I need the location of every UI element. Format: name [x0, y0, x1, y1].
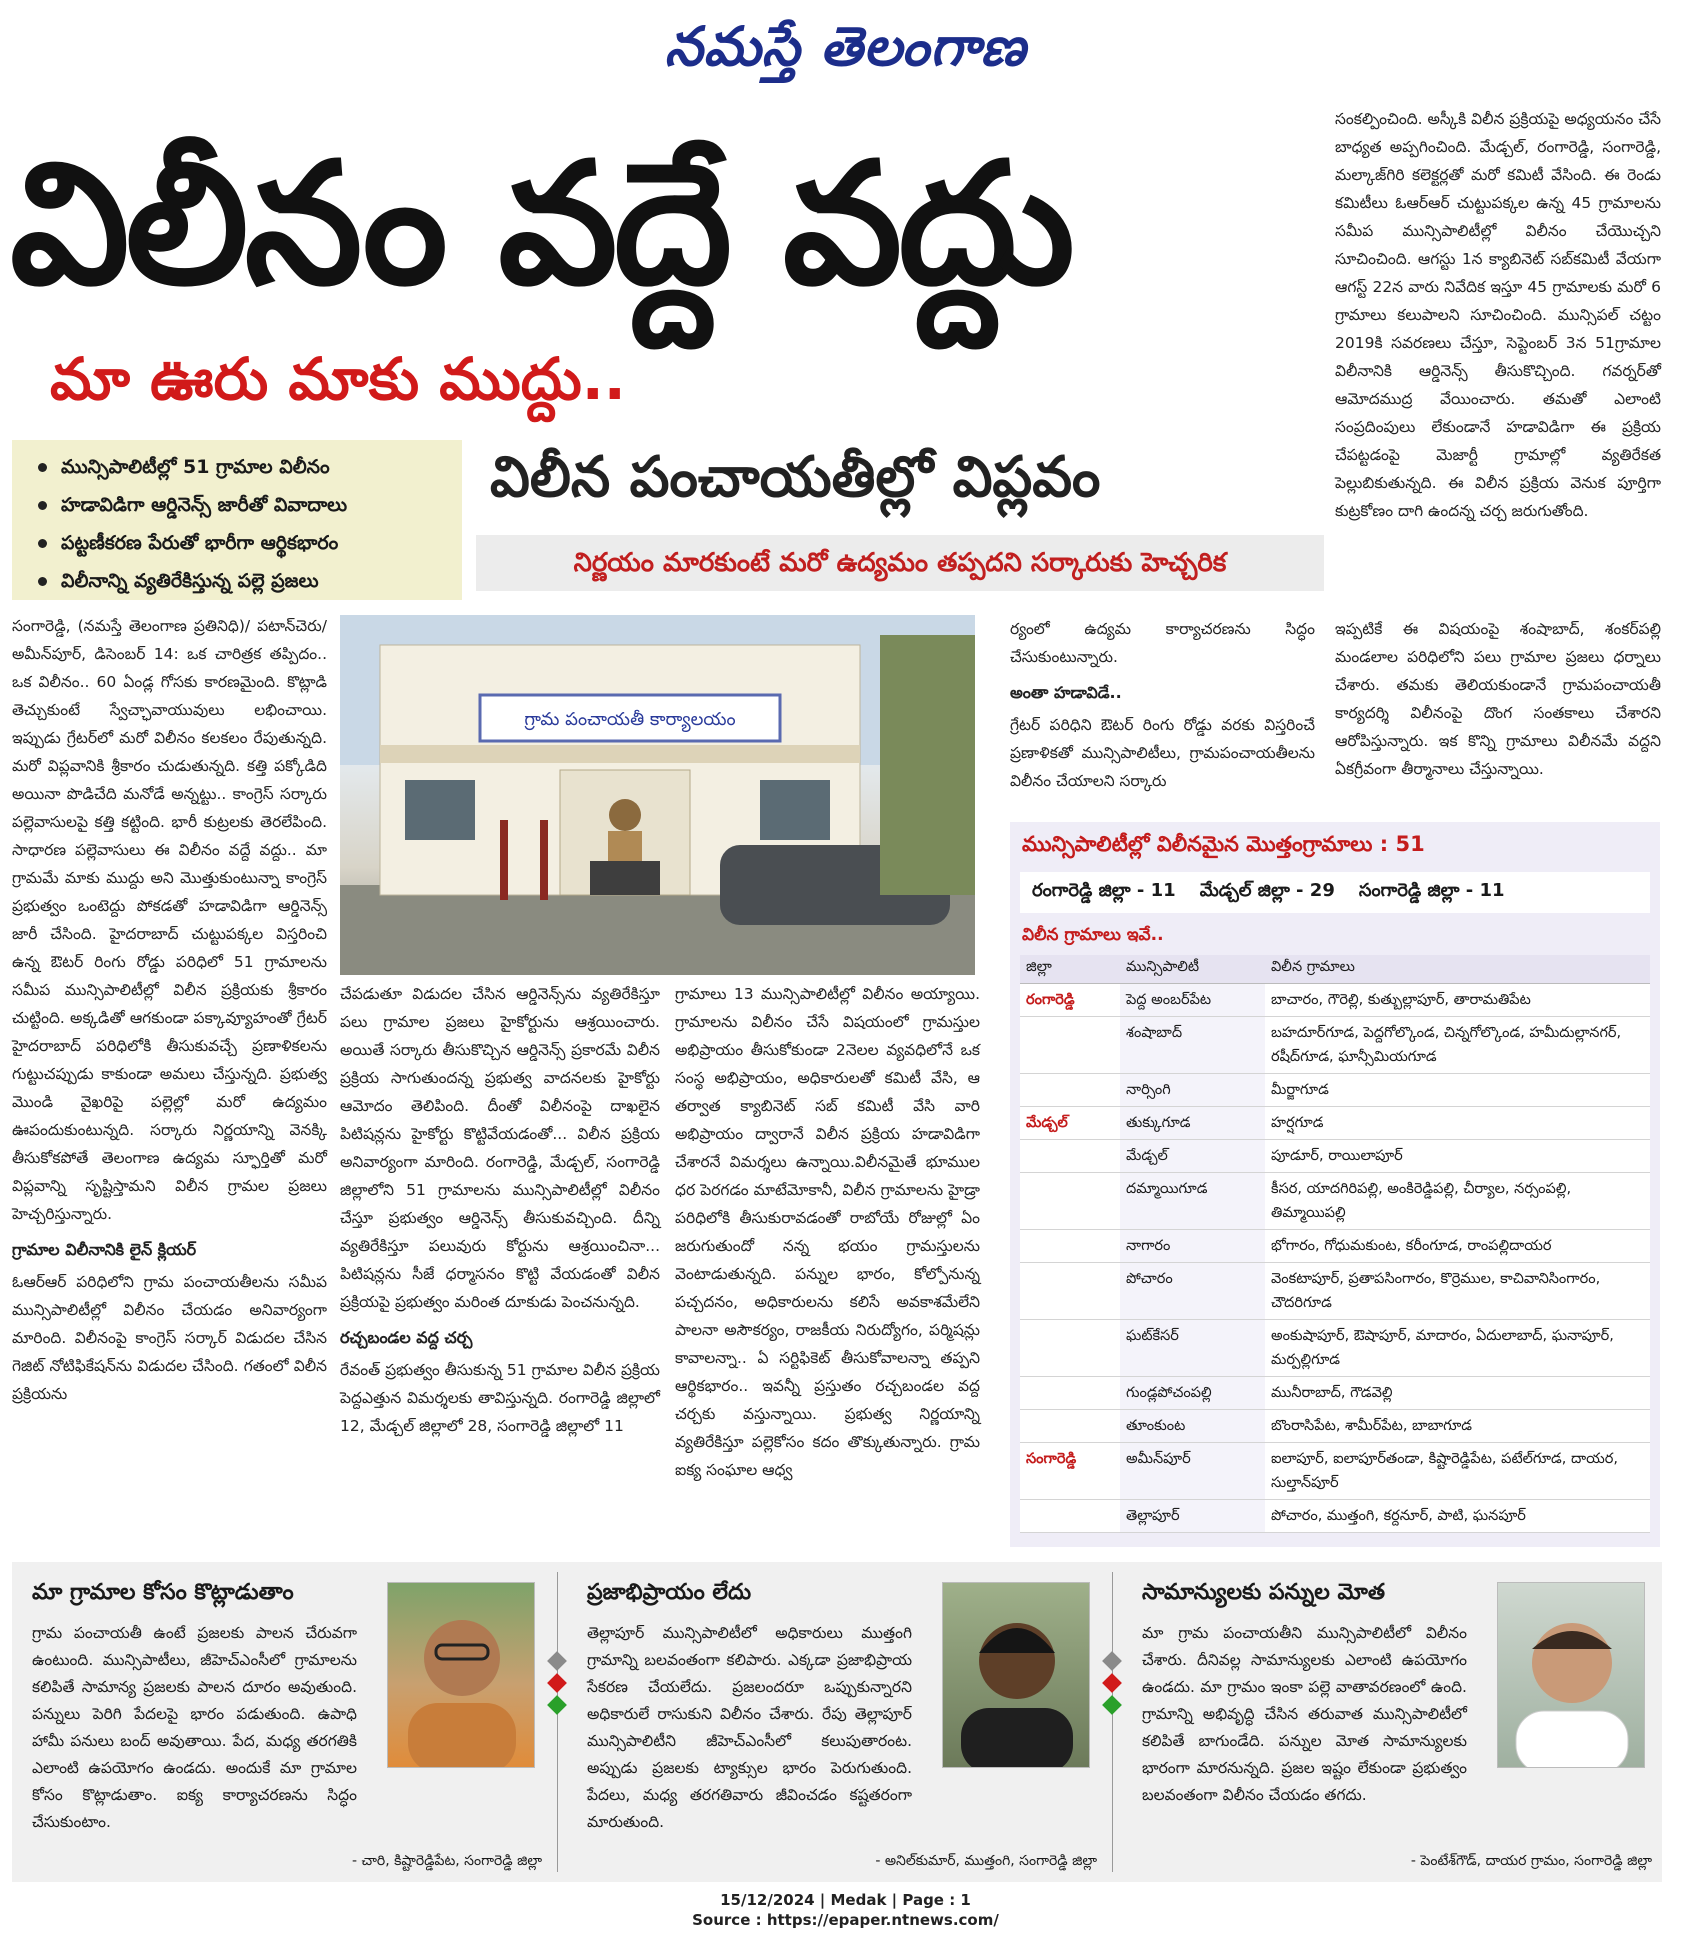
- villages-cell: పూడూర్, రాయిలాపూర్: [1265, 1140, 1650, 1173]
- district-cell: [1020, 1230, 1120, 1263]
- highlights-box: [12, 440, 462, 600]
- villages-cell: బాచారం, గౌరెల్లి, కుత్బుల్లాపూర్, తారామతిపేట: [1265, 984, 1650, 1017]
- divider: [557, 1572, 558, 1872]
- municipality-cell: గుండ్లపోచంపల్లి: [1120, 1377, 1265, 1410]
- district-cell: మేడ్చల్: [1020, 1107, 1120, 1140]
- article-paragraph: రేవంత్ ప్రభుత్వం తీసుకున్న 51 గ్రామాల విలీన ప్రక్రియ పెద్దఎత్తున విమర్శలకు తావిస్తున్నది. రంగారెడ్డి జిల్లాలో 12, మేడ్చల్ జిల్లాలో 28, సంగారెడ్డి జిల్లాలో 11: [340, 1361, 660, 1435]
- district-cell: [1020, 1017, 1120, 1074]
- table-header: మున్సిపాలిటీ: [1120, 955, 1265, 984]
- district-count: సంగారెడ్డి జిల్లా - 11: [1358, 880, 1505, 901]
- table-row: [1020, 1263, 1650, 1320]
- article-column-right-mid: ఇప్పటికే ఈ విషయంపై శంషాబాద్, శంకర్‌పల్లి మండలాల పరిధిలోని పలు గ్రామాల ప్రజలు ధర్నాలు చేశారు. తమకు తెలియకుండానే గ్రామపంచాయతీ కార్యదర్శి విలీనంపై దొంగ సంతకాలు చేశారని ఆరోపిస్తున్నారు. ఇక కొన్ని గ్రామాలు విలీనమే వద్దని ఏకగ్రీవంగా తీర్మానాలు చేస్తున్నాయి.: [1335, 620, 1661, 778]
- section-subheading: రచ్చబండల వద్ద చర్చ: [340, 1328, 473, 1347]
- villages-cell: మునీరాబాద్, గౌడవెల్లి: [1265, 1377, 1650, 1410]
- article-paragraph: ర్యంలో ఉద్యమ కార్యాచరణను సిద్ధం చేసుకుంటున్నారు.: [1010, 620, 1315, 666]
- table-row: [1020, 1074, 1650, 1107]
- district-cell: [1020, 1500, 1120, 1533]
- villages-cell: అంకుషాపూర్, ఔషాపూర్, మాదారం, ఏదులాబాద్, ఘనాపూర్, మర్పల్లిగూడ: [1265, 1320, 1650, 1377]
- article-paragraph: ఓఆర్‌ఆర్ పరిధిలోని గ్రామ పంచాయతీలను సమీప మున్సిపాలిటీల్లో విలీనం చేయడం అనివార్యంగా మారింది. విలీనంపై కాంగ్రెస్ సర్కార్ విడుదల చేసిన గెజిట్ నోటిఫికేషన్‌ను విడుదల చేసింది. గతంలో విలీన ప్రక్రియను: [12, 1273, 327, 1403]
- municipality-cell: నాగారం: [1120, 1230, 1265, 1263]
- highlight-item: పట్టణీకరణ పేరుతో భారీగా ఆర్థికభారం: [22, 524, 452, 562]
- villages-cell: బొంరాసిపేట, శామీర్‌పేట, బాబాగూడ: [1265, 1410, 1650, 1443]
- municipality-cell: మేడ్చల్: [1120, 1140, 1265, 1173]
- article-paragraph: సంగారెడ్డి, (నమస్తే తెలంగాణ ప్రతినిధి)/ పటాన్‌చెరు/ అమీన్‌పూర్, డిసెంబర్ 14: ఒక చారిత్రక తప్పిదం.. ఒక విలీనం.. 60 ఏండ్ల గోసకు కారణమైంది. కొట్లాడి తెచ్చుకుంటే స్వేచ్ఛావాయువులు లభించాయి. ఇప్పుడు గ్రేటర్‌లో మరో విలీనం కలకలం రేపుతున్నది. మరో విప్లవానికి శ్రీకారం చుడుతున్నది. కత్తి పక్కోడిది అయినా పొడిచేది మనోడే అన్నట్టు.. కాంగ్రెస్ సర్కారు పల్లెవాసులపై కత్తి కట్టింది. భారీ కుట్రలకు తెరలేపింది. సాధారణ పల్లెవాసులు ఈ విలీనం వద్దే వద్దు.. మా గ్రామమే మాకు ముద్దు అని మొత్తుకుంటున్నా కాంగ్రెస్ ప్రభుత్వం ఒంటెద్దు పోకడతో హడావిడిగా ఆర్డినెన్స్ జారీ చేసింది. హైదరాబాద్ చుట్టుపక్కల విస్తరించి ఉన్న ఔటర్ రింగు రోడ్డు పరిధిలో 51 గ్రామాలను సమీప మున్సిపాలిటీల్లో విలీన ప్రక్రియకు శ్రీకారం చుట్టింది. అక్కడితో ఆగకుండా పక్కావ్యూహంతో గ్రేటర్ హైదరాబాద్ పరిధిలోకి తీసుకువచ్చే ప్రణాళికలను గుట్టుచప్పుడు కాకుండా అమలు చేస్తున్నది. ప్రభుత్వ మొండి వైఖరిపై పల్లెల్లో మరో ఉద్యమం ఊపందుకుంటున్నది. సర్కారు నిర్ణయాన్ని వెనక్కి తీసుకోకపోతే తెలంగాణ ఉద్యమ స్ఫూర్తితో మరో విప్లవాన్ని సృష్టిస్తామని విలీన గ్రామల ప్రజలు హెచ్చరిస్తున్నారు.: [12, 617, 327, 1223]
- article-column-2: [340, 980, 660, 1440]
- masthead-logo: నమస్తే తెలంగాణ: [664, 14, 1027, 78]
- warning-banner: [476, 535, 1324, 591]
- villages-box-title: మున్సిపాలిటీల్లో విలీనమైన మొత్తంగ్రామాలు : 51: [1022, 832, 1425, 856]
- district-cell: [1020, 1320, 1120, 1377]
- table-row: [1020, 1377, 1650, 1410]
- person-photo: [1497, 1582, 1645, 1768]
- municipality-cell: అమీన్‌పూర్: [1120, 1443, 1265, 1500]
- quote-text: గ్రామ పంచాయతీ ఉంటే ప్రజలకు పాలన చేరువగా ఉంటుంది. మున్సిపాటీలు, జీహెచ్‌ఎంసీలో గ్రామాలను కలిపితే సామాన్య ప్రజలకు పాలన దూరం అవుతుంది. పన్నులు పెరిగి పేదలపై భారం పడుతుంది. ఉపాధి హామీ పనులు బంద్ అవుతాయి. పేద, మధ్య తరగతికి ఎలాంటి ఉపయోగం ఉండదు. అందుకే మా గ్రామాల కోసం కొట్లాడుతాం. ఐక్య కార్యాచరణను సిద్ధం చేసుకుంటాం.: [32, 1624, 357, 1831]
- table-row: [1020, 1443, 1650, 1500]
- bullet-icon: [38, 539, 47, 548]
- villages-table: [1020, 955, 1650, 1533]
- municipality-cell: శంషాబాద్: [1120, 1017, 1265, 1074]
- district-cell: [1020, 1377, 1120, 1410]
- quote-title: మా గ్రామాల కోసం కొట్లాడుతాం: [32, 1580, 294, 1605]
- quote-card: [12, 1562, 552, 1882]
- building-illustration: [340, 615, 975, 975]
- villages-cell: పోచారం, ముత్తంగి, కర్దనూర్, పాటి, ఘనపూర్: [1265, 1500, 1650, 1533]
- villages-cell: భోగారం, గోధుమకుంట, కరీంగూడ, రాంపల్లిదాయర: [1265, 1230, 1650, 1263]
- highlight-item: విలీనాన్ని వ్యతిరేకిస్తున్న పల్లె ప్రజలు: [22, 562, 452, 600]
- quote-text: తెల్లాపూర్ మున్సిపాలిటీలో అధికారులు ముత్తంగి గ్రామాన్ని బలవంతంగా కలిపారు. ఎక్కడా ప్రజాభిప్రాయ సేకరణ చేయలేదు. ప్రజలందరూ ఒప్పుకున్నారని అధికారులే రాసుకుని విలీనం చేశారు. రేపు తెల్లాపూర్ మున్సిపాలిటీని జీహెచ్‌ఎంసీలో కలుపుతారంట. అప్పుడు ప్రజలకు ట్యాక్సుల భారం పెరుగుతుంది. పేదలు, మధ్య తరగతివారు జీవించడం కష్టతరంగా మారుతుంది.: [587, 1624, 912, 1831]
- municipality-cell: పోచారం: [1120, 1263, 1265, 1320]
- main-headline: విలీనం వద్దే వద్దు: [10, 126, 1071, 322]
- highlight-item: మున్సిపాలిటీల్లో 51 గ్రామాల విలీనం: [22, 448, 452, 486]
- district-count: రంగారెడ్డి జిల్లా - 11: [1032, 880, 1176, 901]
- quote-signature: - అనిల్‌కుమార్, ముత్తంగి, సంగారెడ్డి జిల్లా: [875, 1853, 1097, 1869]
- villages-box-subtitle: విలీన గ్రామాలు ఇవే..: [1022, 925, 1164, 945]
- person-photo: [387, 1582, 535, 1768]
- bullet-icon: [38, 463, 47, 472]
- bullet-icon: [38, 501, 47, 510]
- quote-card: [1122, 1562, 1662, 1882]
- municipality-cell: ఘట్‌కేసర్: [1120, 1320, 1265, 1377]
- panchayat-building-photo: [340, 615, 975, 975]
- article-paragraph: చేపడుతూ విడుదల చేసిన ఆర్డినెన్స్‌ను వ్యతిరేకిస్తూ పలు గ్రామాల ప్రజలు హైకోర్టును ఆశ్రయించారు. అయితే సర్కారు తీసుకొచ్చిన ఆర్డినెన్స్ ప్రకారమే విలీన ప్రక్రియ సాగుతుందన్న ప్రభుత్వ వాదనలకు హైకోర్టు ఆమోదం తెలిపింది. దీంతో విలీనంపై దాఖలైన పిటిషన్లను హైకోర్టు కొట్టివేయడంతో... విలీన ప్రక్రియ అనివార్యంగా మారింది. రంగారెడ్డి, మేడ్చల్, సంగారెడ్డి జిల్లాలోని 51 గ్రామాలను మున్సిపాలిటీల్లో విలీనం చేస్తూ ప్రభుత్వం ఆర్డినెన్స్ తీసుకువచ్చింది. దీన్ని వ్యతిరేకిస్తూ పలువురు కోర్టును ఆశ్రయించినా... పిటిషన్లను సీజే ధర్మాసనం కొట్టి వేయడంతో విలీన ప్రక్రియపై ప్రభుత్వం మరింత దూకుడు పెంచనున్నది.: [340, 985, 660, 1311]
- quote-title: ప్రజాభిప్రాయం లేదు: [587, 1580, 752, 1605]
- table-row: [1020, 1500, 1650, 1533]
- table-row: [1020, 1410, 1650, 1443]
- municipality-cell: పెద్ద అంబర్‌పేట: [1120, 984, 1265, 1017]
- district-counts: [1020, 872, 1650, 913]
- villages-cell: ఐలాపూర్, ఐలాపూర్‌తండా, కిష్టారెడ్డిపేట, పటేల్‌గూడ, దాయర, సుల్తాన్‌పూర్: [1265, 1443, 1650, 1500]
- villages-table-body: [1020, 984, 1650, 1533]
- villages-cell: హర్షగూడ: [1265, 1107, 1650, 1140]
- section-subheading: గ్రామాల విలీనానికి లైన్ క్లియర్: [12, 1240, 197, 1259]
- villages-cell: వెంకటాపూర్, ప్రతాపసింగారం, కొర్రెముల, కాచివానిసింగారం, చౌదరిగూడ: [1265, 1263, 1650, 1320]
- highlight-item: హడావిడిగా ఆర్డినెన్స్ జారీతో వివాదాలు: [22, 486, 452, 524]
- article-paragraph: గ్రేటర్ పరిధిని ఔటర్ రింగు రోడ్డు వరకు విస్తరించే ప్రణాళికతో మున్సిపాలిటీలు, గ్రామపంచాయతీలను విలీనం చేయాలని సర్కారు: [1010, 716, 1315, 790]
- district-cell: రంగారెడ్డి: [1020, 984, 1120, 1017]
- quotes-strip: [12, 1562, 1662, 1882]
- district-cell: సంగారెడ్డి: [1020, 1443, 1120, 1500]
- table-header: జిల్లా: [1020, 955, 1120, 984]
- section-subheading: అంతా హడావిడే..: [1010, 683, 1122, 702]
- article-column-right-top: సంకల్పించింది. అస్కీకి విలీన ప్రక్రియపై అధ్యయనం చేసే బాధ్యత అప్పగించింది. మేడ్చల్, రంగారెడ్డి, సంగారెడ్డి, మల్కాజ్‌గిరి కలెక్టర్లతో మరో కమిటీ వేసింది. ఈ రెండు కమిటీలు ఓఆర్‌ఆర్ చుట్టుపక్కల ఉన్న 45 గ్రామాలను సమీప మున్సిపాలిటీల్లో విలీనం చేయొచ్చని సూచించింది. ఆగస్టు 1న క్యాబినెట్ సబ్‌కమిటీ వేయగా ఆగస్ట్ 22న వారు నివేదిక ఇస్తూ 45 గ్రామాలకు మరో 6 గ్రామాలు కలుపాలని సూచించింది. మున్సిపల్ చట్టం 2019కి సవరణలు చేస్తూ, సెప్టెంబర్ 3న 51గ్రామాల విలీనానికి ఆర్డినెన్స్ తీసుకొచ్చింది. గవర్నర్‌తో ఆమోదముద్ర వేయించారు. తమతో ఎలాంటి సంప్రదింపులు లేకుండానే హడావిడిగా ఈ ప్రక్రియ చేపట్టడంపై మెజార్టీ గ్రామాల్లో వ్యతిరేకత పెల్లుబికుతున్నది. ఈ విలీన ప్రక్రియ వెనుక పూర్తిగా కుట్రకోణం దాగి ఉందన్న చర్చ జరుగుతోంది.: [1335, 110, 1661, 520]
- table-row: [1020, 1017, 1650, 1074]
- article-column-1: [12, 612, 327, 1408]
- table-row: [1020, 1107, 1650, 1140]
- table-row: [1020, 984, 1650, 1017]
- municipality-cell: దమ్మాయిగూడ: [1120, 1173, 1265, 1230]
- district-count: మేడ్చల్ జిల్లా - 29: [1199, 880, 1335, 901]
- table-header-row: [1020, 955, 1650, 984]
- table-row: [1020, 1230, 1650, 1263]
- article-column-3: గ్రామాలు 13 మున్సిపాలిటీల్లో విలీనం అయ్యాయి. గ్రామాలను విలీనం చేసే విషయంలో గ్రామస్తుల అభిప్రాయం తీసుకోకుండా 2నెలల వ్యవధిలోనే ఒక సంస్థ అభిప్రాయం, అధికారులతో కమిటీ వేసి, ఆ తర్వాత క్యాబినెట్ సబ్ కమిటీ వేసి వారి అభిప్రాయం ద్వారానే విలీన ప్రక్రియ హడావిడిగా చేశారనే విమర్శలు ఉన్నాయి.విలీనమైతే భూముల ధర పెరగడం మాటేమోకానీ, విలీన గ్రామాలను హైడ్రా పరిధిలోకి తీసుకురావడంతో రాబోయే రోజుల్లో ఏం జరుగుతుందో నన్న భయం గ్రామస్తులను వెంటాడుతున్నది. పన్నుల భారం, కోల్పోనున్న పచ్చదనం, అధికారులను కలిసే అవకాశమేలేని పాలనా అసౌకర్యం, రాజకీయ నిరుద్యోగం, పర్మిషన్లు కావాలన్నా.. ఏ సర్టిఫికెట్ తీసుకోవాలన్నా తప్పని ఆర్థికభారం.. ఇవన్నీ ప్రస్తుతం రచ్చబండల వద్ద చర్చకు వస్తున్నాయి. ప్రభుత్వ నిర్ణయాన్ని వ్యతిరేకిస్తూ పల్లెకోసం కదం తొక్కుతున్నారు. గ్రామ ఐక్య సంఘాల ఆధ్వ: [675, 985, 980, 1479]
- building-sign: గ్రామ పంచాయతీ కార్యాలయం: [524, 709, 736, 730]
- quote-signature: - పెంటేశ్‌గౌడ్, దాయర గ్రామం, సంగారెడ్డి జిల్లా: [1410, 1853, 1652, 1869]
- table-row: [1020, 1140, 1650, 1173]
- villages-cell: బహదూర్‌గూడ, పెద్దగోల్కొండ, చిన్నగోల్కొండ, హమీదుల్లానగర్, రషీద్‌గూడ, ఘాన్సీమియగూడ: [1265, 1017, 1650, 1074]
- merged-villages-box: [1010, 822, 1660, 1547]
- quote-card: [567, 1562, 1107, 1882]
- municipality-cell: నార్సింగి: [1120, 1074, 1265, 1107]
- article-column-4: [1010, 615, 1315, 795]
- sub-headline: మా ఊరు మాకు ముద్దు..: [50, 345, 626, 413]
- district-cell: [1020, 1263, 1120, 1320]
- district-cell: [1020, 1173, 1120, 1230]
- divider: [1112, 1572, 1113, 1872]
- warning-banner-text: నిర్ణయం మారకుంటే మరో ఉద్యమం తప్పదని సర్కారుకు హెచ్చరిక: [573, 548, 1227, 578]
- footer-edition-info: 15/12/2024 | Medak | Page : 1: [720, 1891, 971, 1909]
- district-cell: [1020, 1140, 1120, 1173]
- table-row: [1020, 1173, 1650, 1230]
- secondary-headline: విలీన పంచాయతీల్లో విప్లవం: [490, 445, 1101, 510]
- district-cell: [1020, 1074, 1120, 1107]
- municipality-cell: తెల్లాపూర్: [1120, 1500, 1265, 1533]
- quote-title: సామాన్యులకు పన్నుల మోత: [1142, 1580, 1385, 1605]
- person-photo: [942, 1582, 1090, 1768]
- table-header: విలీన గ్రామాలు: [1265, 955, 1650, 984]
- municipality-cell: తుక్కుగూడ: [1120, 1107, 1265, 1140]
- municipality-cell: తూంకుంట: [1120, 1410, 1265, 1443]
- table-row: [1020, 1320, 1650, 1377]
- quote-text: మా గ్రామ పంచాయతీని మున్సిపాలిటీలో విలీనం చేశారు. దీనివల్ల సామాన్యులకు ఎలాంటి ఉపయోగం ఉండదు. మా గ్రామం ఇంకా పల్లె వాతావరణంలో ఉంది. గ్రామాన్ని అభివృద్ధి చేసిన తరువాత మున్సిపాలిటీలో కలిపితే బాగుండేది. పన్నుల మోత సామాన్యులకు భారంగా మారనున్నది. ప్రజల ఇష్టం లేకుండా ప్రభుత్వం బలవంతంగా విలీనం చేయడం తగదు.: [1142, 1624, 1467, 1804]
- quote-signature: - చారి, కిష్టారెడ్డిపేట, సంగారెడ్డి జిల్లా: [351, 1853, 542, 1869]
- footer-source-link[interactable]: Source : https://epaper.ntnews.com/: [692, 1911, 999, 1929]
- district-cell: [1020, 1410, 1120, 1443]
- villages-cell: కీసర, యాదగిరిపల్లి, అంకిరెడ్డిపల్లి, చీర్యాల, నర్సంపల్లి, తిమ్మాయిపల్లి: [1265, 1173, 1650, 1230]
- bullet-icon: [38, 577, 47, 586]
- villages-cell: మీర్జాగూడ: [1265, 1074, 1650, 1107]
- page-footer: [0, 1890, 1691, 1930]
